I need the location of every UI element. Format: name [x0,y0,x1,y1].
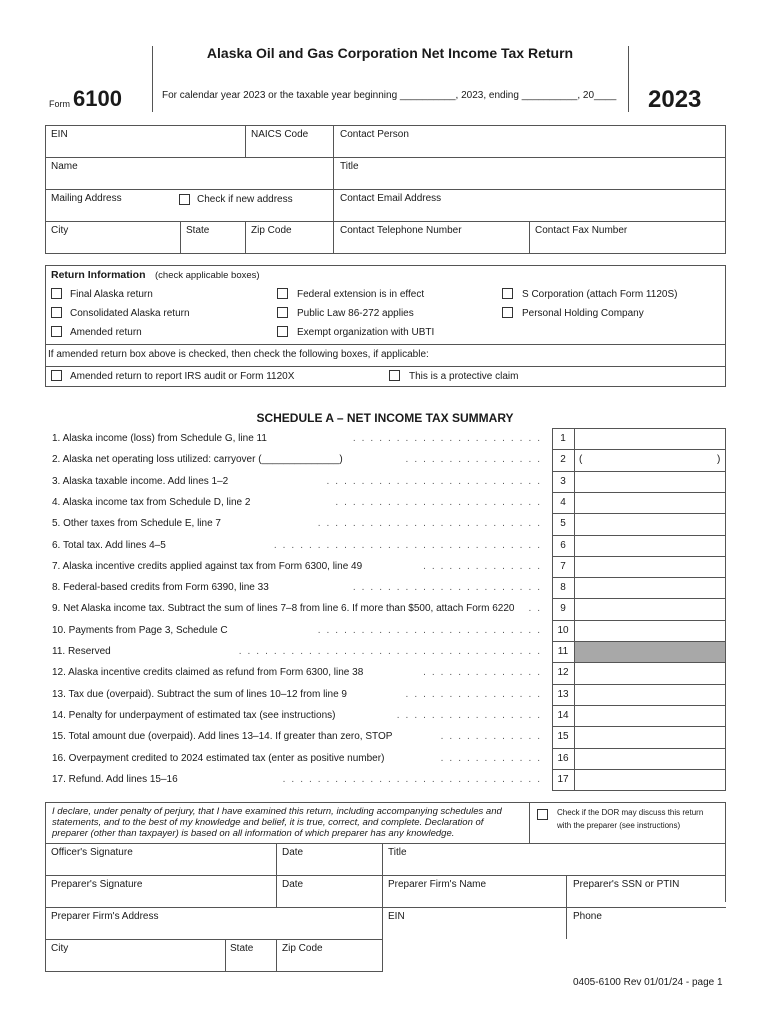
federal-extension-checkbox[interactable] [277,288,288,299]
dot-leader: ................................... [238,646,546,657]
schedule-grid-line [552,790,726,791]
consolidated-return-label: Consolidated Alaska return [70,308,190,319]
schedule-line-label: 12. Alaska incentive credits claimed as refund from Form 6300, line 38 [52,667,364,679]
dor-discuss-checkbox[interactable] [537,809,548,820]
schedule-line-number: 17 [557,773,569,785]
dor-discuss-label-1: Check if the DOR may discuss this return [557,808,704,817]
amount-input-4[interactable] [575,493,725,513]
amount-input-5[interactable] [575,514,725,534]
amended-note: If amended return box above is checked, then check the following boxes, if applicable: [48,349,429,360]
schedule-line-label: 4. Alaska income tax from Schedule D, line 2 [52,496,251,508]
federal-extension-label: Federal extension is in effect [297,289,425,300]
dot-leader: ............ [440,731,546,743]
dot-leader: .. [528,603,546,615]
amount-input-3[interactable] [575,472,725,492]
preparer-state-field[interactable]: State [230,943,254,954]
ein-field[interactable]: EIN [51,129,68,140]
schedule-line-label: 10. Payments from Page 3, Schedule C [52,624,228,636]
name-field[interactable]: Name [51,161,78,172]
consolidated-return-checkbox[interactable] [51,307,62,318]
dot-leader: .......................... [317,518,546,530]
dot-leader: .............. [423,667,546,679]
amended-return-checkbox[interactable] [51,326,62,337]
schedule-line-label: 11. Reserved [52,646,111,657]
amended-irs-checkbox[interactable] [51,370,62,381]
s-corp-label: S Corporation (attach Form 1120S) [522,289,678,300]
public-law-checkbox[interactable] [277,307,288,318]
exempt-org-checkbox[interactable] [277,326,288,337]
amount-input-9[interactable] [575,599,725,619]
exempt-org-label: Exempt organization with UBTI [297,327,435,338]
schedule-line-number: 8 [560,582,566,594]
dot-leader: ................. [396,709,546,721]
form-title: Alaska Oil and Gas Corporation Net Income Tax Return [206,45,574,61]
title-field[interactable]: Title [340,161,359,172]
officer-title-field[interactable]: Title [388,847,407,858]
protective-claim-label: This is a protective claim [409,371,519,382]
personal-holding-checkbox[interactable] [502,307,513,318]
schedule-line-number: 5 [560,518,566,530]
schedule-line-label: 9. Net Alaska income tax. Subtract the sum of lines 7–8 from line 6. If more than $500, attach Form 6220 [52,603,515,615]
contact-fax-field[interactable]: Contact Fax Number [535,225,628,236]
s-corp-checkbox[interactable] [502,288,513,299]
dot-leader: ............ [440,752,546,764]
schedule-line-label: 1. Alaska income (loss) from Schedule G, line 11 [52,433,267,444]
amount-input-11 [575,642,725,662]
schedule-line-label: 14. Penalty for underpayment of estimated tax (see instructions) [52,709,336,721]
return-info-heading: Return Information [51,269,146,281]
personal-holding-label: Personal Holding Company [522,308,644,319]
amount-input-15[interactable] [575,727,725,747]
city-field[interactable]: City [51,225,69,236]
preparer-firm-name-field[interactable]: Preparer Firm's Name [388,879,487,890]
schedule-line-label: 2. Alaska net operating loss utilized: carryover (______________) [52,454,343,466]
naics-field[interactable]: NAICS Code [251,129,309,140]
dot-leader: ......................... [326,475,546,487]
schedule-line-number: 1 [560,433,566,444]
amount-input-17[interactable] [575,770,725,790]
dot-leader: ............................... [273,539,546,551]
preparer-signature-field[interactable]: Preparer's Signature [51,879,143,890]
schedule-line-number: 13 [557,688,569,700]
dot-leader: ...................... [352,582,546,594]
final-return-checkbox[interactable] [51,288,62,299]
schedule-line-number: 3 [560,475,566,487]
amount-input-13[interactable] [575,685,725,705]
amount-input-16[interactable] [575,749,725,769]
schedule-line-label: 3. Alaska taxable income. Add lines 1–2 [52,475,229,487]
preparer-city-field[interactable]: City [51,943,69,954]
amount-input-8[interactable] [575,578,725,598]
schedule-line-number: 7 [560,560,566,572]
preparer-ein-field[interactable]: EIN [388,911,405,922]
tax-year: 2023 [648,86,702,113]
paren-open: ( [579,454,583,466]
dot-leader: ...................... [352,433,546,444]
preparer-zip-field[interactable]: Zip Code [282,943,323,954]
officer-date-field[interactable]: Date [282,847,304,858]
schedule-line-number: 12 [557,667,569,679]
schedule-line-label: 17. Refund. Add lines 15–16 [52,773,178,785]
schedule-line-number: 4 [560,496,566,508]
dot-leader: .............................. [282,773,546,785]
declaration-text-3: preparer (other than taxpayer) is based on all information of which preparer has any knowledge. [52,828,455,839]
dot-leader: ................ [405,688,546,700]
dot-leader: .............. [423,560,546,572]
schedule-line-label: 16. Overpayment credited to 2024 estimated tax (enter as positive number) [52,752,385,764]
form-number: 6100 [73,86,122,111]
header-divider-right [628,46,629,112]
tax-period-text: For calendar year 2023 or the taxable year beginning __________, 2023, ending __________, 20____ [162,90,617,101]
amount-input-6[interactable] [575,536,725,556]
amount-input-14[interactable] [575,706,725,726]
schedule-line-label: 15. Total amount due (overpaid). Add lines 13–14. If greater than zero, STOP [52,731,393,743]
new-address-label: Check if new address [197,194,293,205]
amended-irs-label: Amended return to report IRS audit or Form 1120X [70,371,295,382]
form-label: Form [49,99,70,109]
amount-input-1[interactable] [575,429,725,449]
protective-claim-checkbox[interactable] [389,370,400,381]
contact-person-field[interactable]: Contact Person [340,129,409,140]
schedule-grid-line [725,428,726,790]
schedule-line-number: 10 [557,624,569,636]
schedule-a-title: SCHEDULE A – NET INCOME TAX SUMMARY [256,411,514,425]
schedule-line-label: 7. Alaska incentive credits applied against tax from Form 6300, line 49 [52,560,363,572]
preparer-ssn-field[interactable]: Preparer's SSN or PTIN [573,879,680,890]
dor-discuss-label-2: with the preparer (see instructions) [557,821,681,830]
state-field[interactable]: State [186,225,210,236]
final-return-label: Final Alaska return [70,289,153,300]
schedule-line-label: 8. Federal-based credits from Form 6390, line 33 [52,582,269,594]
return-info-note: (check applicable boxes) [155,270,260,281]
schedule-line-number: 2 [560,454,566,466]
dot-leader: ........................ [335,496,546,508]
declaration-text-1: I declare, under penalty of perjury, that I have examined this return, including accompanying schedules and [52,806,502,817]
preparer-date-field[interactable]: Date [282,879,304,890]
schedule-line-number: 11 [557,646,569,657]
officer-signature-field[interactable]: Officer's Signature [51,847,133,858]
zip-field[interactable]: Zip Code [251,225,292,236]
amended-return-label: Amended return [70,327,142,338]
preparer-firm-address-field[interactable]: Preparer Firm's Address [51,911,159,922]
schedule-line-number: 14 [557,709,569,721]
schedule-line-label: 13. Tax due (overpaid). Subtract the sum of lines 10–12 from line 9 [52,688,347,700]
paren-close: ) [717,454,721,466]
mailing-address-field[interactable]: Mailing Address [51,193,122,204]
schedule-line-number: 9 [560,603,566,615]
amount-input-7[interactable] [575,557,725,577]
schedule-line-number: 15 [557,731,569,743]
amount-input-2[interactable] [575,450,725,470]
footer-revision: 0405-6100 Rev 01/01/24 - page 1 [573,977,723,988]
new-address-checkbox[interactable] [179,194,190,205]
schedule-line-number: 16 [557,752,569,764]
contact-phone-field[interactable]: Contact Telephone Number [340,225,462,236]
schedule-line-number: 6 [560,539,566,551]
dot-leader: ................ [405,454,546,466]
contact-email-field[interactable]: Contact Email Address [340,193,442,204]
schedule-line-label: 5. Other taxes from Schedule E, line 7 [52,518,221,530]
public-law-label: Public Law 86-272 applies [297,308,414,319]
dot-leader: .......................... [317,624,546,636]
declaration-text-2: statements, and to the best of my knowledge and belief, it is true, correct, and complete. Declaration of [52,817,484,828]
preparer-phone-field[interactable]: Phone [573,911,602,922]
amount-input-10[interactable] [575,621,725,641]
amount-input-12[interactable] [575,663,725,683]
schedule-line-label: 6. Total tax. Add lines 4–5 [52,539,166,551]
